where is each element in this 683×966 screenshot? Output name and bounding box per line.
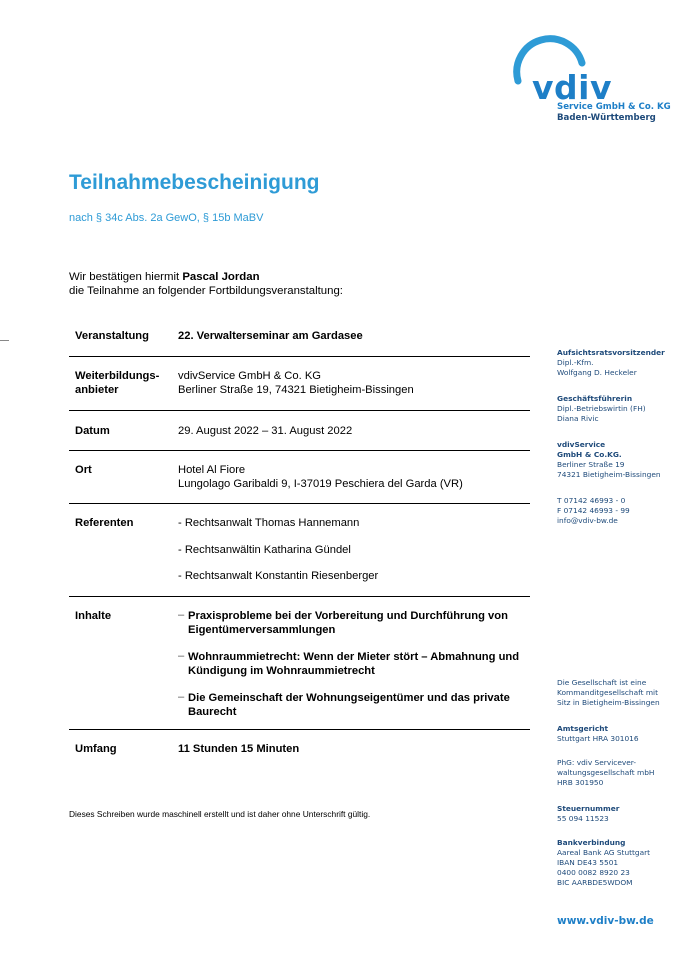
referent-item: - Rechtsanwältin Katharina Gündel (178, 543, 351, 556)
referent-item: - Rechtsanwalt Konstantin Riesenberger (178, 570, 379, 582)
inhalt-item: – Die Gemeinschaft der Wohnungseigentümer und das private Baurecht (178, 691, 510, 718)
sidebar-phg: PhG: vdiv Servicever- waltungsgesellschaft mbH HRB 301950 (557, 758, 655, 787)
anbieter-label: Weiterbildungs- anbieter (75, 370, 160, 396)
divider (69, 450, 530, 451)
sidebar-aufsichtsrat: Aufsichtsratsvorsitzender Dipl.-Kfm. Wolfgang D. Heckeler (557, 348, 665, 377)
footnote: Dieses Schreiben wurde maschinell erstellt und ist daher ohne Unterschrift gültig. (69, 809, 371, 819)
inhalte-list (178, 610, 528, 733)
sidebar-amtsgericht: Amtsgericht Stuttgart HRA 301016 (557, 724, 639, 743)
intro-prefix: Wir bestätigen hiermit (69, 271, 183, 283)
ort-value: Hotel Al Fiore Lungolago Garibaldi 9, I-37019 Peschiera del Garda (VR) (178, 464, 463, 490)
intro-text (69, 270, 343, 298)
website-link[interactable]: www.vdiv-bw.de (557, 915, 654, 927)
anbieter-value: vdivService GmbH & Co. KG Berliner Straße 19, 74321 Bietigheim-Bissingen (178, 370, 414, 396)
inhalt-item: – Praxisprobleme bei der Vorbereitung und Durchführung von Eigentümerversammlungen (178, 609, 508, 636)
intro-line2: die Teilnahme an folgender Fortbildungsveranstaltung: (69, 285, 343, 297)
email-link[interactable]: info@vdiv-bw.de (557, 516, 618, 525)
logo-line1: Service GmbH & Co. KG (557, 102, 671, 112)
divider (69, 410, 530, 411)
referent-item: - Rechtsanwalt Thomas Hannemann (178, 517, 360, 529)
sidebar-contact (557, 496, 677, 526)
referenten-label: Referenten (75, 517, 134, 529)
veranstaltung-label: Veranstaltung (75, 330, 149, 342)
divider (69, 729, 530, 730)
page-subtitle: nach § 34c Abs. 2a GewO, § 15b MaBV (69, 212, 264, 224)
umfang-value: 11 Stunden 15 Minuten (178, 743, 300, 755)
inhalte-label: Inhalte (75, 610, 112, 622)
umfang-label: Umfang (75, 743, 117, 755)
participant-name: Pascal Jordan (182, 271, 260, 283)
phone-number: T 07142 46993 - 0 (557, 496, 626, 505)
logo-line2: Baden-Württemberg (557, 113, 656, 123)
fold-mark (0, 340, 9, 341)
page-title: Teilnahmebescheinigung (69, 171, 320, 194)
sidebar-gesellschaft: Die Gesellschaft ist eine Kommanditgesellschaft mit Sitz in Bietigheim-Bissingen (557, 678, 660, 707)
datum-value: 29. August 2022 – 31. August 2022 (178, 425, 353, 437)
vdiv-logo (510, 33, 670, 129)
sidebar-address: vdivService GmbH & Co.KG. Berliner Straße 19 74321 Bietigheim-Bissingen (557, 440, 661, 479)
sidebar-steuernummer: Steuernummer 55 094 11523 (557, 804, 620, 823)
fax-number: F 07142 46993 - 99 (557, 506, 630, 515)
inhalt-item: – Wohnraummietrecht: Wenn der Mieter stört – Abmahnung und Kündigung im Wohnraummietrecht (178, 650, 520, 677)
divider (69, 503, 530, 504)
datum-label: Datum (75, 425, 110, 437)
veranstaltung-value: 22. Verwalterseminar am Gardasee (178, 330, 363, 342)
logo-word: vdiv (532, 68, 612, 107)
divider (69, 596, 530, 597)
sidebar-website (557, 916, 677, 927)
divider (69, 356, 530, 357)
sidebar-geschaeftsfuehrerin: Geschäftsführerin Dipl.-Betriebswirtin (FH) Diana Rivic (557, 394, 646, 423)
ort-label: Ort (75, 464, 92, 476)
sidebar-bank: Bankverbindung Aareal Bank AG Stuttgart IBAN DE43 5501 0400 0082 8920 23 BIC AARBDE5WDOM (557, 838, 651, 887)
referenten-list (178, 517, 533, 597)
